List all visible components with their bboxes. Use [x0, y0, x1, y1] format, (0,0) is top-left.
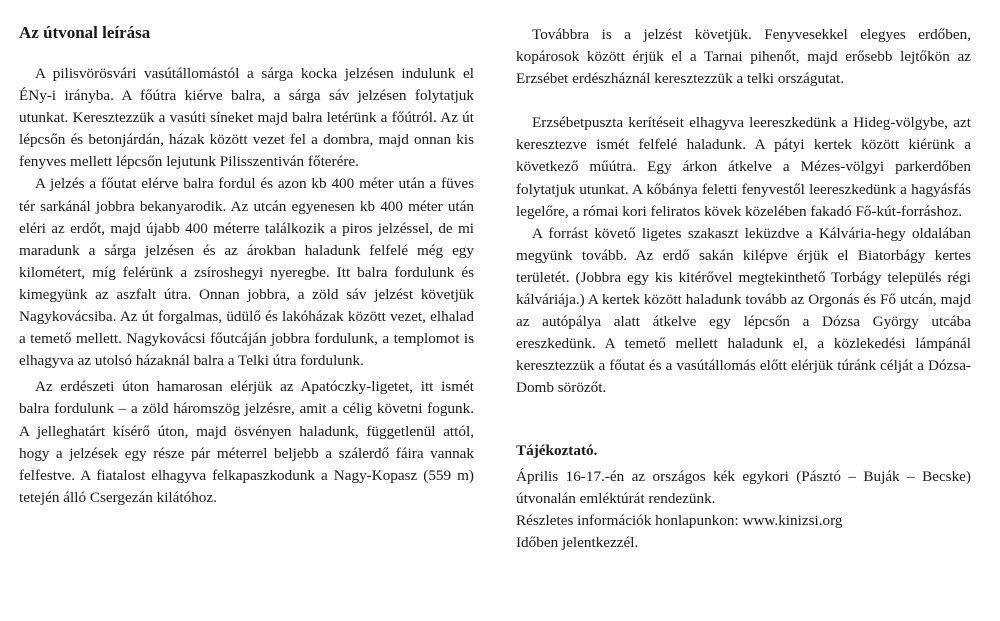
- info-line-dates: Április 16-17.-én az országos kék egykori (Pásztó – Buják – Becske) útvonalán emléktúrát rendezünk.: [516, 467, 971, 507]
- info-line-website: Részletes információk honlapunkon: www.kinizsi.org: [516, 511, 843, 529]
- left-paragraph-1: A pilisvörösvári vasútállomástól a sárga kocka jelzésen indulunk el ÉNy-i irányba. A főútra kiérve balra, a sárga sáv jelzésen folytatjuk utunkat. Keresztezzük a vasúti síneket majd balra letérünk a főútról. Az út lépcsőn és betonjárdán, házak között vezet fel a dombra, majd onnan kis fenyves mellett lépcsőn lejutunk Pilisszentiván főterére.: [19, 65, 474, 171]
- info-box: [516, 440, 971, 554]
- left-paragraph-2: A jelzés a főutat elérve balra fordul és azon kb 400 méter után a füves tér sarkánál jobbra bekanyarodik. Az utcán egyenesen kb 400 méter után eléri az erdőt, majd újabb 400 méterre találkozik a piros jelzéssel, de mi maradunk a sárga jelzésen és az árokban haladunk felfelé még egy kilométert, míg felérünk a zsíroshegyi nyeregbe. Itt balra fordulunk és kimegyünk az aszfalt útra. Onnan jobbra, a zöld sáv jelzést követjük Nagykovácsiba. Az út forgalmas, üdülő és lakóházak között vezet, elhalad a temető mellett. Nagykovácsi főutcáján jobbra fordulunk, a templomot is elhagyva az utolsó házaknál balra a Telki útra fordulunk.: [19, 175, 474, 370]
- section-title: Az útvonal leírása: [19, 23, 151, 42]
- right-paragraph-2: Erzsébetpuszta kerítéseit elhagyva leereszkedünk a Hideg-völgybe, azt keresztezve ismét felfelé haladunk. A pátyi kertek között kiérünk a következő műútra. Egy árkon átkelve a Mézes-völgyi parkerdőben folytatjuk utunkat. A kőbánya feletti fenyvestől leereszkedünk a hagyásfás legelőre, a római kori feliratos kövek közelében fakadó Fő-kút-forráshoz.: [516, 114, 971, 220]
- right-paragraph-3: A forrást követő ligetes szakaszt leküzdve a Kálvária-hegy oldalában megyünk tovább. Az erdő sakán kilépve érjük el Biatorbágy kertes területét. (Jobbra egy kis kitérővel megtekinthető Torbágy település régi kálváriája.) A kertek között haladunk tovább az Orgonás és Fő utcán, majd az autópálya alatt átkelve egy lépcsőn a Dózsa György utcába ereszkedünk. A temető mellett haladunk el, a közlekedési lámpánál keresztezzük a főutat és a vasútállomás előtt elérjük túránk célját a Dózsa-Domb sörözőt.: [516, 224, 971, 397]
- info-title: Tájékoztató.: [516, 441, 598, 459]
- left-column: [19, 22, 474, 509]
- right-paragraph-1: Továbbra is a jelzést követjük. Fenyvesekkel elegyes erdőben, kopárosok között érjük el a Tarnai pihenőt, majd erősebb lejtőkön az Erzsébet erdészháznál keresztezzük a telki országutat.: [516, 26, 971, 88]
- left-paragraph-3: Az erdészeti úton hamarosan elérjük az Apatóczky-ligetet, itt ismét balra fordulunk – a zöld háromszög jelzésre, amit a célig követni fogunk. A jelleghatárt kísérő úton, majd ösvényen haladunk, függetlenül attól, hogy a jelzések egy része pár méterrel beljebb a szálerdő fáira vannak felfestve. A fiatalost elhagyva felkapaszkodunk a Nagy-Kopasz (559 m) tetején álló Csergezán kilátóhoz.: [19, 378, 474, 506]
- info-line-register: Időben jelentkezzél.: [516, 533, 639, 551]
- right-column: [516, 24, 971, 554]
